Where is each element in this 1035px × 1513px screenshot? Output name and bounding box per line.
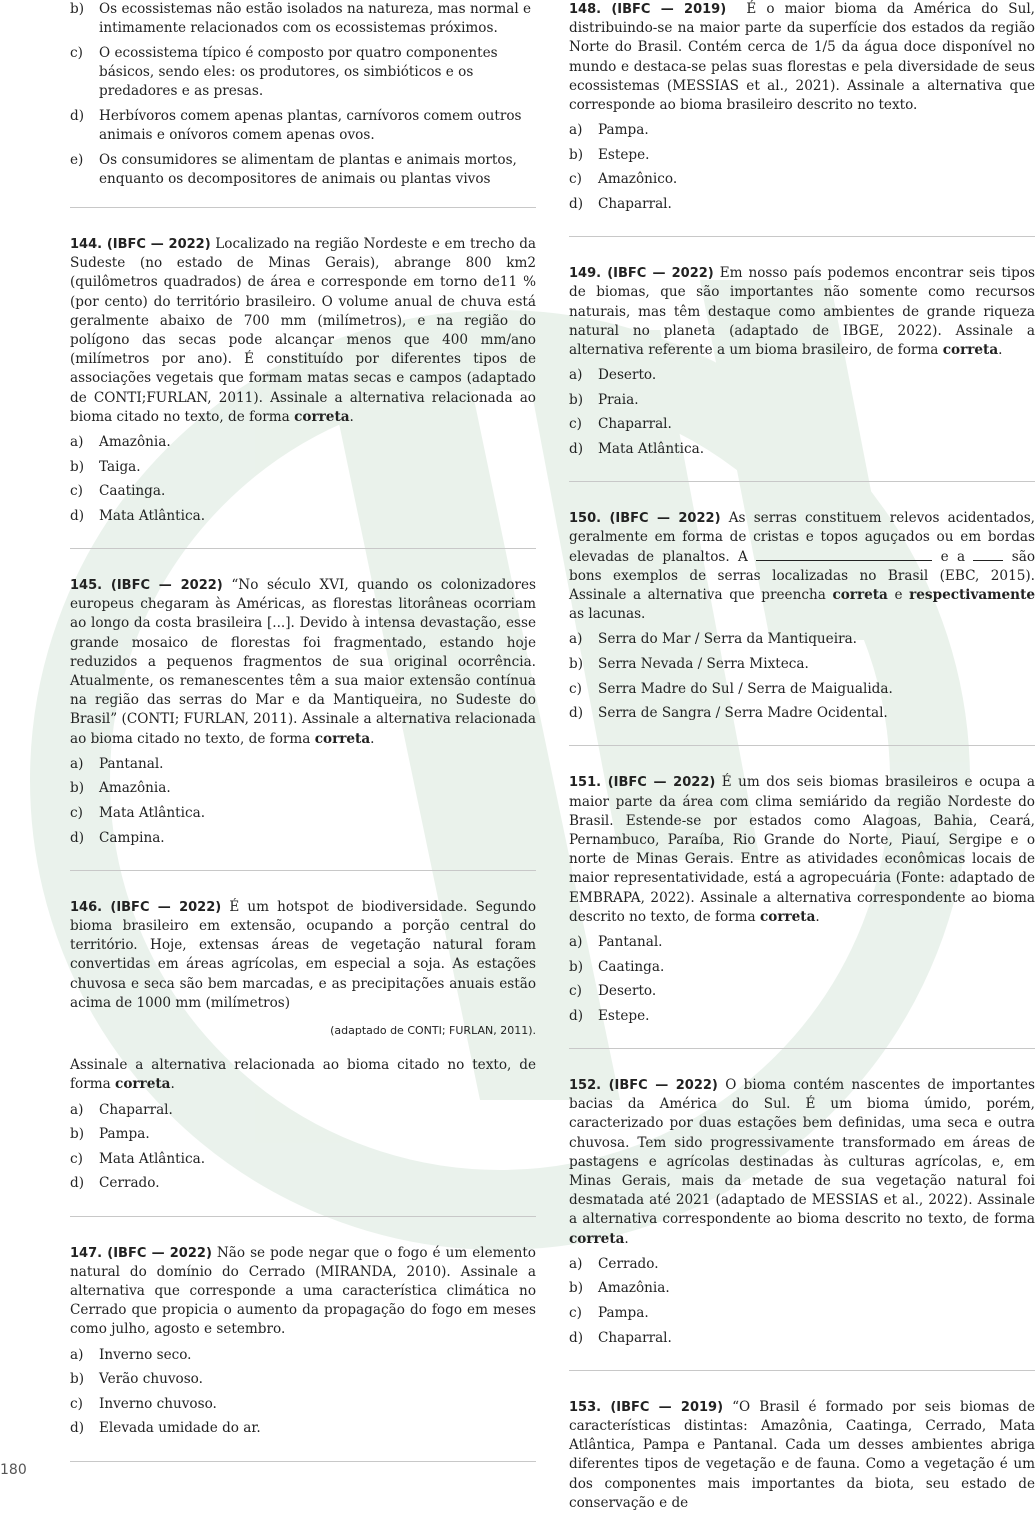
fill-in-blank [756, 548, 932, 561]
question-150 [569, 509, 1035, 723]
divider [569, 1048, 1035, 1049]
option-letter: e) [70, 151, 84, 168]
option-letter: a) [70, 434, 84, 451]
option-text: Chaparral. [598, 196, 672, 212]
question-144 [70, 235, 536, 526]
option-text: Chaparral. [598, 416, 672, 433]
question-number: 144. (IBFC — 2022) [70, 237, 211, 252]
question-text: É um hotspot de biodiversidade. Segundo bioma brasileiro em extensão, ocupando a porção central do território. Hoje, extensas áreas de vegetação natural foram convertidas em áreas agrícolas, em especial a soja. As estações chuvosa e seca são bem marcadas, e as precipitações anuais estão acima de 1000 mm (milímetros) [70, 898, 537, 1011]
answer-option [70, 1395, 536, 1414]
answer-option [569, 440, 1035, 459]
question-148 [569, 0, 1035, 214]
answer-options [70, 0, 536, 189]
question-stem [569, 264, 1035, 360]
emphasis-text: correta [942, 342, 999, 359]
answer-option [70, 779, 536, 798]
answer-option [70, 0, 536, 38]
question-number: 153. (IBFC — 2019) [569, 1399, 724, 1415]
option-letter: d) [70, 829, 85, 846]
option-letter: d) [569, 196, 584, 212]
option-letter: b) [569, 146, 584, 163]
question-stem [569, 1076, 1035, 1249]
answer-option [569, 1255, 1035, 1274]
option-letter: b) [569, 1280, 584, 1297]
option-text: Elevada umidade do ar. [99, 1420, 261, 1437]
stem-end: . [624, 1230, 629, 1247]
citation: (adaptado de CONTI; FURLAN, 2011). [330, 1024, 536, 1038]
answer-option [569, 704, 1035, 723]
option-letter: a) [569, 367, 583, 384]
stem-end: . [370, 730, 375, 747]
option-text: Amazônia. [99, 780, 171, 797]
option-letter: c) [70, 483, 83, 500]
answer-option [70, 107, 536, 145]
option-letter: d) [70, 507, 85, 524]
option-letter: c) [569, 983, 582, 1000]
option-text: Campina. [99, 829, 165, 846]
answer-option [70, 1174, 536, 1193]
option-letter: a) [70, 1101, 84, 1118]
stem-end: . [998, 342, 1003, 359]
answer-option [70, 433, 536, 452]
answer-option [569, 170, 1035, 189]
question-151 [569, 773, 1035, 1026]
answer-option [569, 958, 1035, 977]
fill-in-blank [973, 548, 1003, 561]
option-text: Deserto. [598, 983, 657, 1000]
emphasis-text: correta [569, 1230, 625, 1247]
answer-option [70, 804, 536, 823]
answer-option [569, 121, 1035, 140]
question-stem [70, 576, 536, 749]
option-text: O ecossistema típico é composto por quatro componentes básicos, sendo eles: os produtores, os simbióticos e os predadores e as presas. [99, 44, 498, 100]
option-letter: c) [70, 44, 83, 61]
answer-options [569, 121, 1035, 214]
divider [70, 548, 536, 549]
option-text: Os consumidores se alimentam de plantas e animais mortos, enquanto os decompositores de animais ou plantas vivos [99, 151, 517, 187]
option-letter: c) [569, 416, 582, 433]
option-letter: c) [70, 805, 83, 822]
answer-option [70, 1150, 536, 1169]
question-text: “O Brasil é formado por seis biomas de características distintas: Amazônia, Caatinga, Cerrado, Mata Atlântica, Pampa e Pantanal. Cada um desses ambientes abriga diferentes tipos de vegetação e de fauna. Como a vegetação é um dos componentes mais importantes da biota, seu estado de conservação e de [569, 1398, 1035, 1511]
option-text: Taiga. [99, 458, 141, 475]
divider [70, 870, 536, 871]
question-text: É um dos seis biomas brasileiros e ocupa a maior parte da área com clima semiárido da região Nordeste do Brasil. Estende-se por estados como Alagoas, Bahia, Ceará, Pernambuco, Paraíba, Rio Grande do Norte, Piauí, Sergipe e o norte de Minas Gerais. Entre as atividades econômicas locais de maior representatividade, está a agropecuária (Fonte: adaptado de EMBRAPA, 2022). Assinale a alternativa correspondente ao bioma descrito no texto, de forma [569, 774, 1035, 925]
answer-option [569, 680, 1035, 699]
option-letter: a) [569, 122, 583, 139]
answer-options [569, 366, 1035, 459]
option-letter: d) [70, 1175, 85, 1192]
answer-option [569, 655, 1035, 674]
option-text: Caatinga. [598, 958, 665, 975]
option-letter: b) [70, 1, 85, 17]
option-text: Pantanal. [99, 755, 164, 772]
question-stem [569, 1398, 1035, 1513]
question-text: são bons exemplos de serras localizadas no Brasil (EBC, 2015). Assinale a alternativa que preencha [569, 548, 1035, 604]
option-text: Serra do Mar / Serra da Mantiqueira. [598, 631, 857, 648]
answer-option [70, 1125, 536, 1144]
emphasis-text: correta [314, 730, 371, 747]
option-text: Herbívoros comem apenas plantas, carnívoros comem outros animais e onívoros comem apenas ovos. [99, 107, 522, 143]
answer-option [569, 982, 1035, 1001]
answer-option [70, 458, 536, 477]
option-letter: c) [70, 1395, 83, 1412]
option-text: Mata Atlântica. [99, 507, 206, 524]
answer-options [70, 1346, 536, 1439]
option-text: Amazônia. [99, 434, 171, 451]
option-letter: b) [569, 391, 584, 408]
divider [70, 207, 536, 208]
option-text: Amazônico. [598, 171, 678, 188]
option-letter: a) [569, 1255, 583, 1272]
question-text: As serras constituem relevos acidentados, geralmente em forma de cristas e topos aguçados ou em bordas elevadas de planaltos. A [569, 510, 1035, 565]
stem-end: . [815, 908, 820, 925]
emphasis-text: correta [294, 408, 350, 425]
question-text: O bioma contém nascentes de importantes bacias da América do Sul. É um bioma úmido, porém, caracterizado por duas estações bem definidas, uma seca e outra chuvosa. Tem sido progressivamente transformado em áreas de pastagens e agrícolas destinadas às culturas agrícolas, e, em Minas Gerais, mais da metade de sua vegetação natural foi desmatada até 2021 (adaptado de MESSIAS et al., 2022). Assinale a alternativa correspondente ao bioma descrito no texto, de forma [569, 1077, 1035, 1228]
question-147 [70, 1244, 536, 1439]
answer-option [70, 1101, 536, 1120]
question-143-continued [70, 0, 536, 189]
option-text: Serra Madre do Sul / Serra de Maigualida. [598, 680, 893, 697]
option-text: Estepe. [598, 146, 650, 163]
question-stem [70, 898, 536, 1013]
option-letter: a) [569, 934, 583, 951]
option-letter: c) [70, 1150, 83, 1167]
question-text: Localizado na região Nordeste e em trecho da Sudeste (no estado de Minas Gerais), abrange 800 km2 (quilômetros quadrados) de área e corresponde em torno de11 % (por cento) do território brasileiro. O volume anual de chuva está geralmente abaixo de 700 mm (milímetros), e na região do polígono das secas pode alcançar menos que 400 mm/ano (milímetros por ano). É constituído por diferentes tipos de associações vegetais que formam matas secas e campos (adaptado de CONTI;FURLAN, 2011). Assinale a alternativa relacionada ao bioma citado no texto, de forma [70, 236, 537, 425]
option-text: Caatinga. [99, 483, 166, 500]
question-stem [70, 235, 536, 427]
question-153 [569, 1398, 1035, 1513]
answer-option [569, 1279, 1035, 1298]
question-number: 148. (IBFC — 2019) [569, 2, 727, 17]
option-text: Cerrado. [99, 1175, 160, 1192]
answer-option [569, 195, 1035, 214]
question-stem [70, 1244, 536, 1340]
question-number: 149. (IBFC — 2022) [569, 266, 714, 282]
answer-option [70, 151, 536, 189]
option-text: Serra de Sangra / Serra Madre Ocidental. [598, 705, 888, 722]
question-text: É o maior bioma da América do Sul, distribuindo-se na maior parte da superfície dos estados da região Norte do Brasil. Contém cerca de 1/5 da água doce disponível no mundo e destaca-se pelas suas florestas e pela diversidade de seus ecossistemas (MESSIAS et al., 2021). Assinale a alternativa que corresponde ao bioma brasileiro descrito no texto. [569, 1, 1035, 114]
option-text: Mata Atlântica. [99, 1150, 206, 1167]
answer-option [569, 933, 1035, 952]
answer-options [569, 933, 1035, 1026]
question-number: 152. (IBFC — 2022) [569, 1078, 718, 1094]
question-number: 150. (IBFC — 2022) [569, 511, 721, 527]
divider [70, 1461, 536, 1462]
answer-options [569, 1255, 1035, 1348]
answer-options [569, 630, 1035, 723]
emphasis-text: correta [115, 1076, 171, 1093]
answer-option [569, 415, 1035, 434]
answer-option [569, 391, 1035, 410]
answer-option [70, 1346, 536, 1365]
right-column [569, 0, 1035, 1513]
question-text: as lacunas. [569, 606, 646, 623]
answer-options [70, 1101, 536, 1194]
option-letter: d) [70, 107, 85, 124]
option-text: Pampa. [598, 122, 649, 139]
option-letter: d) [569, 1007, 584, 1024]
option-text: Os ecossistemas não estão isolados na natureza, mas normal e intimamente relacionados com os ecossistemas próximos. [99, 1, 532, 37]
question-text: Em nosso país podemos encontrar seis tipos de biomas, que são importantes não somente como recursos naturais, mas têm destaque como ambientes de grande riqueza natural no planeta (adaptado de IBGE, 2022). Assinale a alternativa referente a um bioma brasileiro, de forma [569, 265, 1035, 359]
option-letter: c) [569, 171, 582, 188]
option-letter: d) [569, 441, 584, 457]
divider [569, 236, 1035, 237]
option-text: Chaparral. [598, 1329, 672, 1346]
option-text: Verão chuvoso. [99, 1371, 203, 1388]
answer-option [569, 1007, 1035, 1026]
option-text: Pampa. [598, 1305, 649, 1322]
option-letter: a) [70, 755, 84, 772]
divider [569, 481, 1035, 482]
option-letter: b) [569, 958, 584, 975]
option-text: Pantanal. [598, 934, 663, 951]
question-number: 147. (IBFC — 2022) [70, 1245, 212, 1261]
question-stem [569, 0, 1035, 115]
answer-option [569, 366, 1035, 385]
stem-end: . [170, 1076, 175, 1093]
question-number: 145. (IBFC — 2022) [70, 578, 223, 594]
option-letter: b) [569, 656, 584, 673]
emphasis-text: respectivamente [909, 587, 1035, 604]
option-text: Inverno seco. [99, 1346, 192, 1363]
emphasis-text: correta [832, 587, 888, 604]
option-text: Estepe. [598, 1007, 650, 1024]
stem-end: . [349, 408, 354, 425]
question-stem [569, 509, 1035, 624]
divider [70, 1216, 536, 1217]
divider [569, 1370, 1035, 1371]
option-letter: c) [569, 680, 582, 697]
option-letter: a) [569, 631, 583, 648]
answer-option [70, 44, 536, 102]
answer-option [70, 1370, 536, 1389]
option-text: Amazônia. [598, 1280, 670, 1297]
question-149 [569, 264, 1035, 459]
question-text: e [894, 587, 903, 604]
answer-options [70, 433, 536, 526]
answer-option [569, 630, 1035, 649]
option-letter: b) [70, 780, 85, 797]
answer-option [70, 1419, 536, 1438]
answer-option [70, 755, 536, 774]
option-letter: d) [70, 1420, 85, 1437]
question-text: Não se pode negar que o fogo é um elemento natural do domínio do Cerrado (MIRANDA, 2010). Assinale a alternativa que corresponde a uma característica climática no Cerrado que propicia o aumento da propagação do fogo em meses como julho, agosto e setembro. [70, 1244, 536, 1338]
answer-option [70, 482, 536, 501]
question-text: Assinale a alternativa relacionada ao bioma citado no texto, de forma [70, 1057, 536, 1093]
question-number: 151. (IBFC — 2022) [569, 775, 716, 791]
question-145 [70, 576, 536, 848]
option-letter: d) [569, 1329, 584, 1346]
question-number: 146. (IBFC — 2022) [70, 899, 222, 915]
answer-option [569, 1304, 1035, 1323]
option-letter: b) [70, 458, 85, 475]
option-text: Chaparral. [99, 1101, 173, 1118]
option-text: Cerrado. [598, 1255, 659, 1272]
option-letter: b) [70, 1371, 85, 1388]
answer-option [569, 1329, 1035, 1348]
question-stem [569, 773, 1035, 927]
page-number: 180 [0, 1462, 27, 1478]
answer-option [70, 829, 536, 848]
left-column [70, 0, 536, 1489]
answer-options [70, 755, 536, 848]
option-text: Inverno chuvoso. [99, 1395, 217, 1412]
option-letter: b) [70, 1126, 85, 1143]
question-text: “No século XVI, quando os colonizadores europeus chegaram às Américas, as florestas litorâneas ocorriam ao longo da costa brasileira [...]. Devido à intensa devastação, esse grande mosaico de florestas foi fragmentado, estando hoje reduzidos a pequenos fragmentos de sua original ocorrência. Atualmente, os remanescentes têm a sua maior extensão contínua na região das serras do Mar e da Mantiqueira, no Sudeste do Brasil” (CONTI; FURLAN, 2011). Assinale a alternativa relacionada ao bioma citado no texto, de forma [70, 577, 536, 747]
answer-option [70, 507, 536, 526]
divider [569, 745, 1035, 746]
option-text: Mata Atlântica. [99, 805, 206, 822]
option-letter: c) [569, 1305, 582, 1322]
option-text: Mata Atlântica. [598, 441, 705, 457]
option-letter: d) [569, 705, 584, 722]
answer-option [569, 146, 1035, 165]
option-letter: a) [70, 1346, 84, 1363]
option-text: Deserto. [598, 367, 657, 384]
option-text: Pampa. [99, 1126, 150, 1143]
question-text: e a [940, 548, 966, 565]
option-text: Serra Nevada / Serra Mixteca. [598, 656, 809, 673]
question-146 [70, 898, 536, 1194]
emphasis-text: correta [759, 908, 816, 925]
option-text: Praia. [598, 391, 639, 408]
question-stem-continued [70, 1056, 536, 1094]
question-152 [569, 1076, 1035, 1348]
